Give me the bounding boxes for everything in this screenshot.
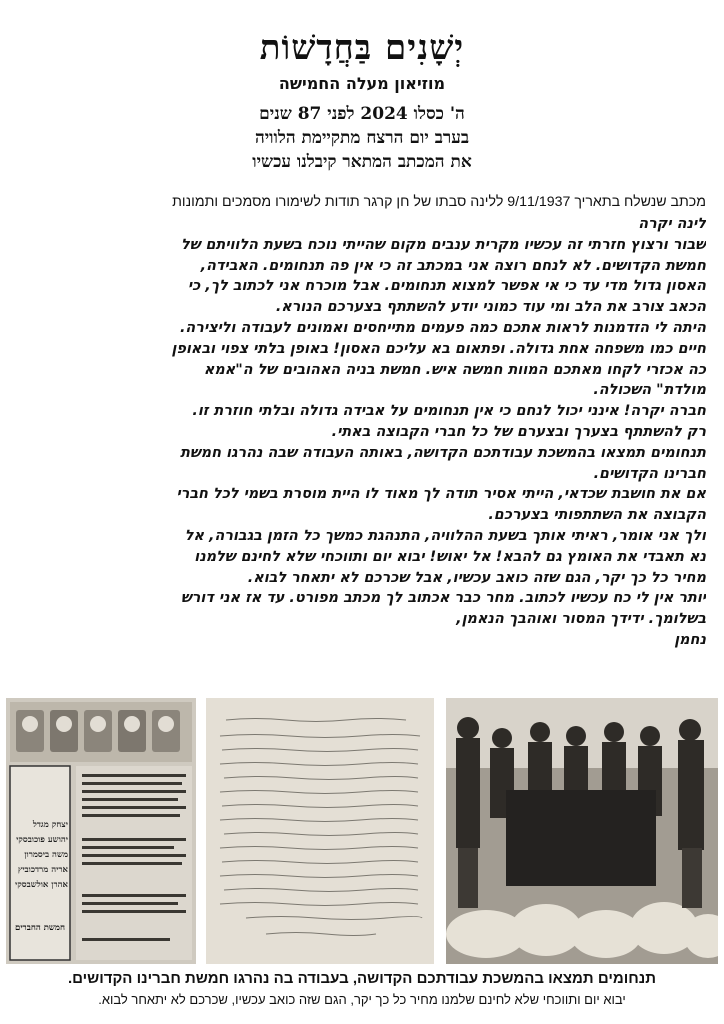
letter-line: כה אכזרי לקחו מאתכם המוות חמשה איש. חמשת בניה האהובים של ה"אמא xyxy=(203,361,706,378)
letter-line: האסון גדול מדי עד כי אי אפשר למצוא תנחומים. אבל מוכרח אני לכתוב לך, כי xyxy=(187,278,706,295)
letter-line: היתה לי הזדמנות לראות אתכם כמה פעמים מתייחסים ואמונים לעבודה וליצירה. xyxy=(179,319,706,336)
caption-line-1: תנחומים תמצאו בהמשכת עבודתכם הקדושה, בעבודה בה נהרגו חמשת חברינו הקדושים. xyxy=(67,970,657,987)
letter-line: חמשת הקדושים. לא לנחם רוצה אני במכתב זה כי אין פה תנחומים. האבידה, xyxy=(200,257,706,274)
letter-line: בשלומך. ידידך המסור ואוהבך הנאמן, xyxy=(456,611,706,628)
letter-line: חיים כמו משפחה אחת גדולה. ופתאום בא עליכם האסון! באופן בלתי צפוי ובאופן xyxy=(171,340,706,357)
letter-line: חברינו הקדושים. xyxy=(593,465,706,482)
newspaper-name: יצחק מגדל xyxy=(32,820,68,830)
handwritten-letter-photo xyxy=(206,698,434,964)
caption-line-2: יבוא יום ותווכחי שלא לחינם שלמנו מחיר כל כך יקר, הגם שזה כואב עכשיו, שכרכם לא יתאחר לבוא. xyxy=(98,992,626,1007)
letter-line: ולך אני אומר, ראיתי אותך בשעת ההלוויה, התנהגת כמשך כל הזמן בגבורה, אל xyxy=(184,527,706,544)
letter-line: יותר אין לי כח עכשיו לכתוב. מחר כבר אכתוב לך מכתב מפורט. עד אז אני דורש xyxy=(180,590,706,607)
funeral-image xyxy=(446,698,718,964)
handwritten-letter-image xyxy=(206,698,434,964)
letter-line: מולדת" השכולה. xyxy=(593,382,706,399)
letter-line: רק להשתתף בצערך ובצערם של כל חברי הקבוצה באתי. xyxy=(331,423,706,440)
intro-text: מכתב שנשלח בתאריך 9/11/1937 ללינה סבתו של חן קרגר תודות לשימורו מסמכים ותמונות xyxy=(172,194,706,210)
header-line-2: בערב יום הרצח מתקיימת הלוויה xyxy=(254,128,470,148)
letter-line: לינה יקרה xyxy=(638,216,706,232)
date-line: ה' כסלו 2024 לפני 87 שנים xyxy=(259,104,465,124)
newspaper-name: אריה מרדכוביץ xyxy=(17,865,68,875)
letter-line: הכאב צורב את הלב ומי עוד כמוני יודע להשתתף בצערכם הנורא. xyxy=(275,299,706,316)
newspaper-name: אהרן אולשבסקי xyxy=(15,880,68,890)
newspaper-name: יהושע פוכובסקי xyxy=(16,835,68,845)
museum-name: מוזיאון מעלה החמישה xyxy=(278,74,446,93)
newspaper-name: משה ביסמרון xyxy=(24,850,68,860)
letter-line: נא תאבדי את האומץ גם להבא! אל יאוש! יבוא יום ותווכחי שלא לחינם שלמנו xyxy=(194,548,706,565)
newspaper-header: חמשת החברים xyxy=(15,923,65,933)
letter-line: מחיר כל כך יקר, הגם שזה כואב עכשיו, אבל שכרכם לא יתאחר לבוא. xyxy=(247,569,706,586)
letter-body xyxy=(20,214,706,651)
letter-signature: נחמן xyxy=(674,631,706,648)
letter-line: אם את חושבת שכדאי, הייתי אסיר תודה לך מאוד לו היית מוסרת בשמי לכל חברי xyxy=(176,486,706,503)
photo-strip xyxy=(6,698,718,964)
letter-line: חברה יקרה! אינני יכול לנחם כי אין תנחומים על אבידה גדולה ובלתי חוזרת זו. xyxy=(192,403,706,420)
header-line-3: את המכתב המתאר קיבלנו עכשיו xyxy=(252,152,472,172)
letter-line: שבור ורצוץ חזרתי זה עכשיו מקרית ענבים מקום שהייתי נוכח בשעת הלוויתם של xyxy=(181,236,706,253)
page-title: יְשָׁנִים בַּחֲדָשׁוֹת xyxy=(259,28,465,68)
letter-line: הקבוצה את השתתפותי בצערכם. xyxy=(488,507,706,524)
funeral-photo xyxy=(446,698,718,964)
newspaper-clipping-photo xyxy=(6,698,196,964)
letter-line: תנחומים תמצאו בהמשכת עבודתכם הקדושה, באותה העבודה שבה נהרגו חמשת xyxy=(180,444,706,461)
